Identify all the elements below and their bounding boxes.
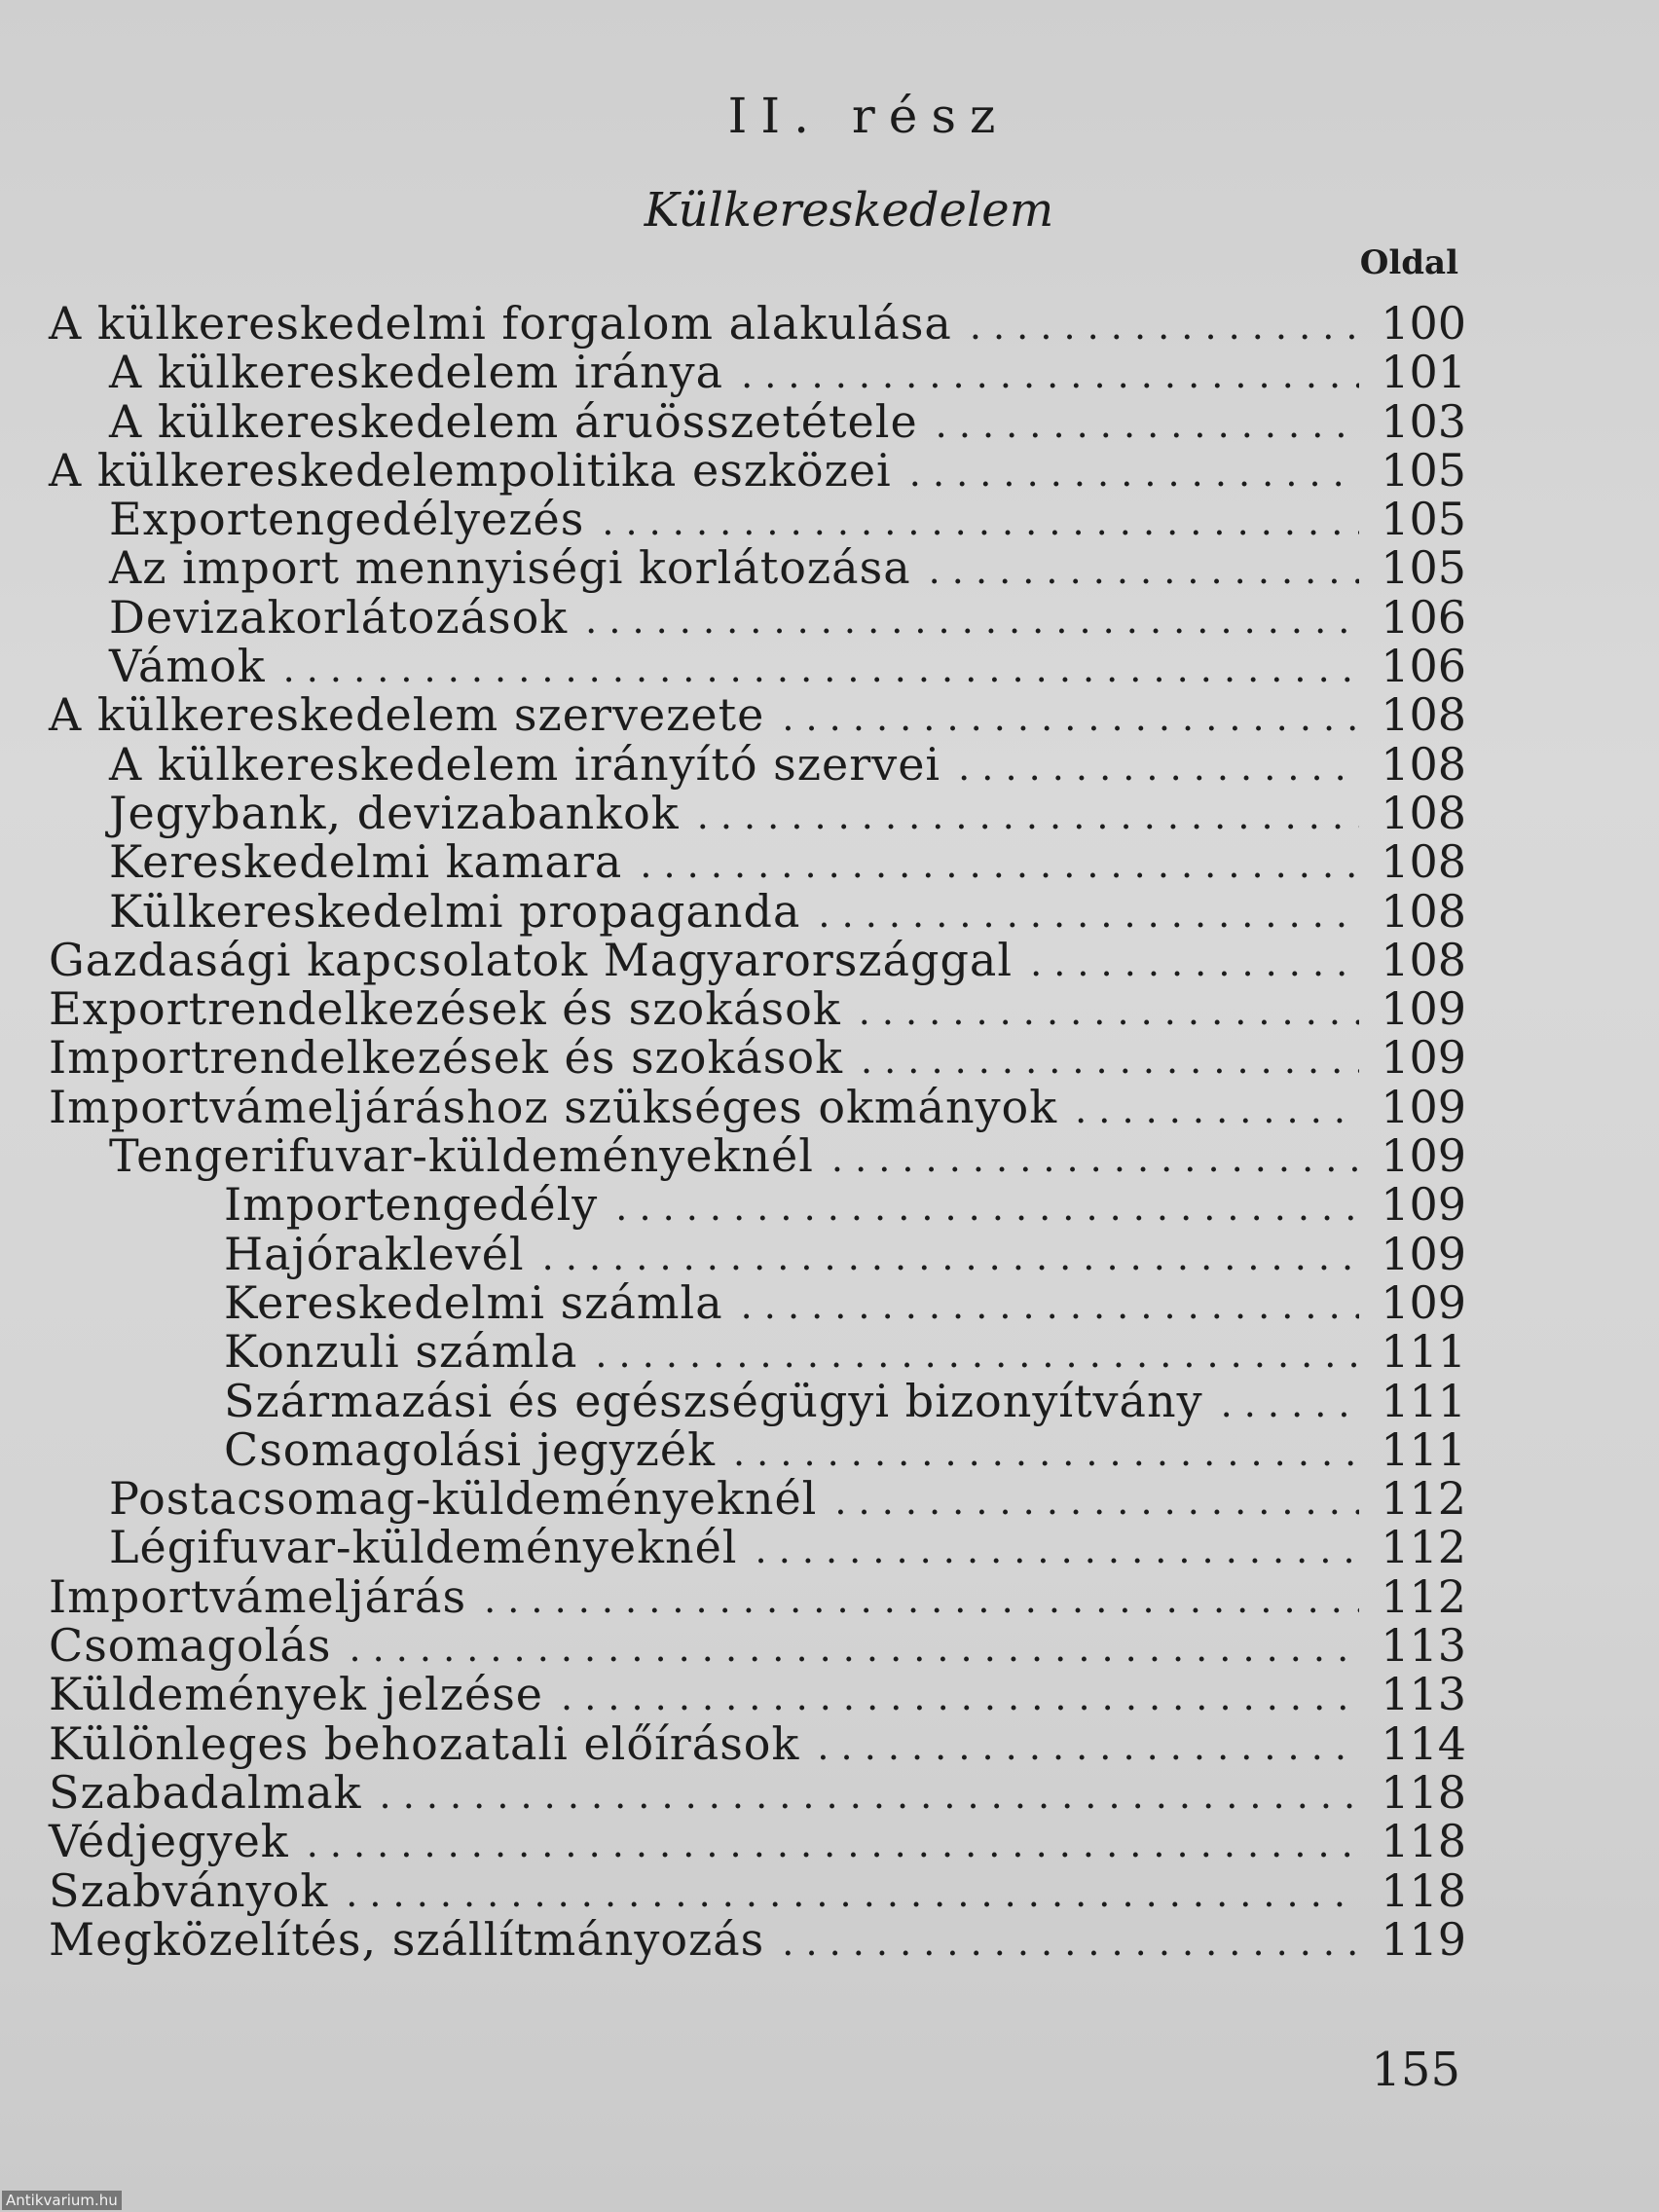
toc-entry-title: Importengedély [224, 1178, 599, 1232]
toc-entry-title: Postacsomag-küldeményeknél [109, 1472, 818, 1526]
toc-entry [49, 443, 1466, 497]
toc-entry-page: 108 [1381, 933, 1466, 986]
dot-leader [733, 1431, 1359, 1474]
dot-leader [595, 1333, 1359, 1376]
dot-leader [817, 1725, 1359, 1768]
part-title: II. rész [727, 88, 1010, 144]
toc-entry-page: 118 [1381, 1765, 1466, 1819]
toc-entry-page: 108 [1381, 737, 1466, 791]
toc-entry [49, 1178, 1466, 1232]
toc-entry [49, 1716, 1466, 1770]
toc-entry [49, 1080, 1466, 1133]
toc-entry [49, 982, 1466, 1036]
toc-entry-title: Devizakorlátozások [109, 590, 569, 644]
toc-entry-page: 111 [1381, 1374, 1466, 1427]
toc-entry-page: 105 [1381, 493, 1466, 546]
toc-entry [49, 737, 1466, 791]
toc-entry-page: 109 [1381, 1129, 1466, 1183]
toc-entry [49, 1912, 1466, 1966]
dot-leader [741, 1284, 1359, 1327]
dot-leader [929, 549, 1359, 592]
toc-entry [49, 1472, 1466, 1526]
dot-leader [741, 353, 1359, 396]
toc-entry-page: 112 [1381, 1569, 1466, 1623]
toc-entry [49, 590, 1466, 644]
dot-leader [818, 893, 1359, 936]
toc-entry-title: Származási és egészségügyi bizonyítvány [224, 1374, 1203, 1427]
toc-entry [49, 493, 1466, 546]
dot-leader [1221, 1382, 1359, 1425]
toc-entry-page: 112 [1381, 1521, 1466, 1574]
toc-entry-title: A külkereskedelem áruösszetétele [109, 394, 918, 448]
toc-entry-page: 105 [1381, 541, 1466, 595]
toc-entry-title: A külkereskedelem szervezete [49, 688, 765, 742]
toc-entry [49, 786, 1466, 839]
toc-entry-page: 109 [1381, 1178, 1466, 1232]
toc-entry-title: Védjegyek [49, 1815, 289, 1868]
toc-entry-page: 118 [1381, 1815, 1466, 1868]
toc-entry [49, 1619, 1466, 1673]
toc-entry-page: 114 [1381, 1716, 1466, 1770]
dot-leader [585, 599, 1359, 642]
toc-entry-page: 108 [1381, 688, 1466, 742]
watermark: Antikvarium.hu [2, 2191, 122, 2210]
toc-entry [49, 835, 1466, 889]
toc-entry-title: A külkereskedelem iránya [109, 346, 724, 399]
dot-leader [831, 1137, 1359, 1180]
toc-entry-page: 105 [1381, 443, 1466, 497]
toc-entry [49, 1031, 1466, 1085]
toc-entry-title: Külkereskedelmi propaganda [109, 884, 801, 938]
dot-leader [1030, 941, 1359, 984]
dot-leader [859, 990, 1359, 1033]
toc-entry [49, 1275, 1466, 1329]
table-of-contents [49, 297, 1466, 1966]
toc-entry-page: 109 [1381, 1080, 1466, 1133]
toc-entry-page: 101 [1381, 346, 1466, 399]
toc-entry-title: Gazdasági kapcsolatok Magyarországgal [49, 933, 1014, 986]
toc-entry-page: 109 [1381, 1275, 1466, 1329]
page-number: 155 [1371, 2043, 1460, 2097]
toc-entry-title: Szabványok [49, 1863, 329, 1917]
toc-entry-title: Exportrendelkezések és szokások [49, 982, 841, 1036]
toc-entry [49, 1325, 1466, 1379]
toc-entry-page: 109 [1381, 982, 1466, 1036]
dot-leader [602, 500, 1359, 543]
dot-leader [283, 647, 1359, 690]
toc-entry-page: 119 [1381, 1912, 1466, 1966]
toc-entry [49, 297, 1466, 350]
toc-entry [49, 1863, 1466, 1917]
dot-leader [349, 1627, 1359, 1670]
page-column-label: Oldal [1359, 243, 1458, 282]
dot-leader [782, 696, 1359, 739]
dot-leader [615, 1186, 1359, 1229]
toc-entry-title: Jegybank, devizabankok [109, 786, 680, 839]
toc-entry-title: Légifuvar-küldeményeknél [109, 1521, 738, 1574]
toc-entry-page: 103 [1381, 394, 1466, 448]
dot-leader [561, 1676, 1359, 1718]
dot-leader [380, 1774, 1359, 1817]
dot-leader [834, 1480, 1359, 1523]
toc-entry [49, 1227, 1466, 1280]
toc-entry-page: 109 [1381, 1227, 1466, 1280]
toc-entry-page: 113 [1381, 1668, 1466, 1721]
toc-entry [49, 1129, 1466, 1183]
toc-entry-title: Megközelítés, szállítmányozás [49, 1912, 765, 1966]
toc-entry [49, 1765, 1466, 1819]
dot-leader [782, 1921, 1359, 1964]
toc-entry [49, 1422, 1466, 1476]
dot-leader [697, 794, 1359, 837]
toc-entry [49, 394, 1466, 448]
toc-entry-title: Az import mennyiségi korlátozása [109, 541, 911, 595]
toc-entry-page: 118 [1381, 1863, 1466, 1917]
toc-entry-title: Konzuli számla [224, 1325, 578, 1379]
toc-entry-title: Importvámeljárás [49, 1569, 467, 1623]
dot-leader [861, 1039, 1359, 1082]
toc-entry-title: A külkereskedelmi forgalom alakulása [49, 297, 952, 350]
dot-leader [346, 1872, 1359, 1915]
dot-leader [970, 305, 1359, 348]
toc-entry-title: Hajóraklevél [224, 1227, 525, 1280]
dot-leader [542, 1235, 1359, 1278]
toc-entry-page: 112 [1381, 1472, 1466, 1526]
toc-entry-title: Vámok [109, 640, 266, 693]
toc-entry-title: Exportengedélyezés [109, 493, 585, 546]
toc-entry-title: Különleges behozatali előírások [49, 1716, 800, 1770]
dot-leader [1075, 1088, 1359, 1131]
toc-entry-title: Csomagolás [49, 1619, 332, 1673]
toc-entry-page: 106 [1381, 640, 1466, 693]
dot-leader [958, 746, 1359, 789]
toc-entry-title: A külkereskedelem irányító szervei [109, 737, 941, 791]
toc-entry [49, 640, 1466, 693]
toc-entry-page: 111 [1381, 1325, 1466, 1379]
toc-entry-page: 113 [1381, 1619, 1466, 1673]
toc-entry-title: Importvámeljáráshoz szükséges okmányok [49, 1080, 1058, 1133]
toc-entry-title: Importrendelkezések és szokások [49, 1031, 843, 1085]
dot-leader [936, 403, 1359, 446]
toc-entry-title: Szabadalmak [49, 1765, 362, 1819]
toc-entry-page: 106 [1381, 590, 1466, 644]
dot-leader [640, 843, 1359, 886]
toc-entry [49, 933, 1466, 986]
toc-entry-page: 111 [1381, 1422, 1466, 1476]
toc-entry [49, 1569, 1466, 1623]
toc-entry-title: Küldemények jelzése [49, 1668, 544, 1721]
toc-entry [49, 541, 1466, 595]
toc-entry [49, 1521, 1466, 1574]
toc-entry [49, 1374, 1466, 1427]
dot-leader [756, 1529, 1359, 1571]
toc-entry-title: Kereskedelmi kamara [109, 835, 623, 889]
toc-entry-title: Csomagolási jegyzék [224, 1422, 717, 1476]
toc-entry-page: 108 [1381, 835, 1466, 889]
toc-entry [49, 688, 1466, 742]
toc-entry [49, 1668, 1466, 1721]
dot-leader [484, 1578, 1359, 1621]
toc-entry-title: Kereskedelmi számla [224, 1275, 723, 1329]
toc-entry [49, 884, 1466, 938]
toc-entry-title: Tengerifuvar-küldeményeknél [109, 1129, 814, 1183]
toc-entry-page: 100 [1381, 297, 1466, 350]
toc-entry-page: 109 [1381, 1031, 1466, 1085]
dot-leader [909, 452, 1359, 495]
toc-entry-page: 108 [1381, 884, 1466, 938]
section-title: Külkereskedelem [644, 183, 1054, 238]
dot-leader [307, 1823, 1359, 1865]
toc-entry [49, 346, 1466, 399]
toc-entry-title: A külkereskedelempolitika eszközei [49, 443, 892, 497]
toc-entry-page: 108 [1381, 786, 1466, 839]
toc-entry [49, 1815, 1466, 1868]
